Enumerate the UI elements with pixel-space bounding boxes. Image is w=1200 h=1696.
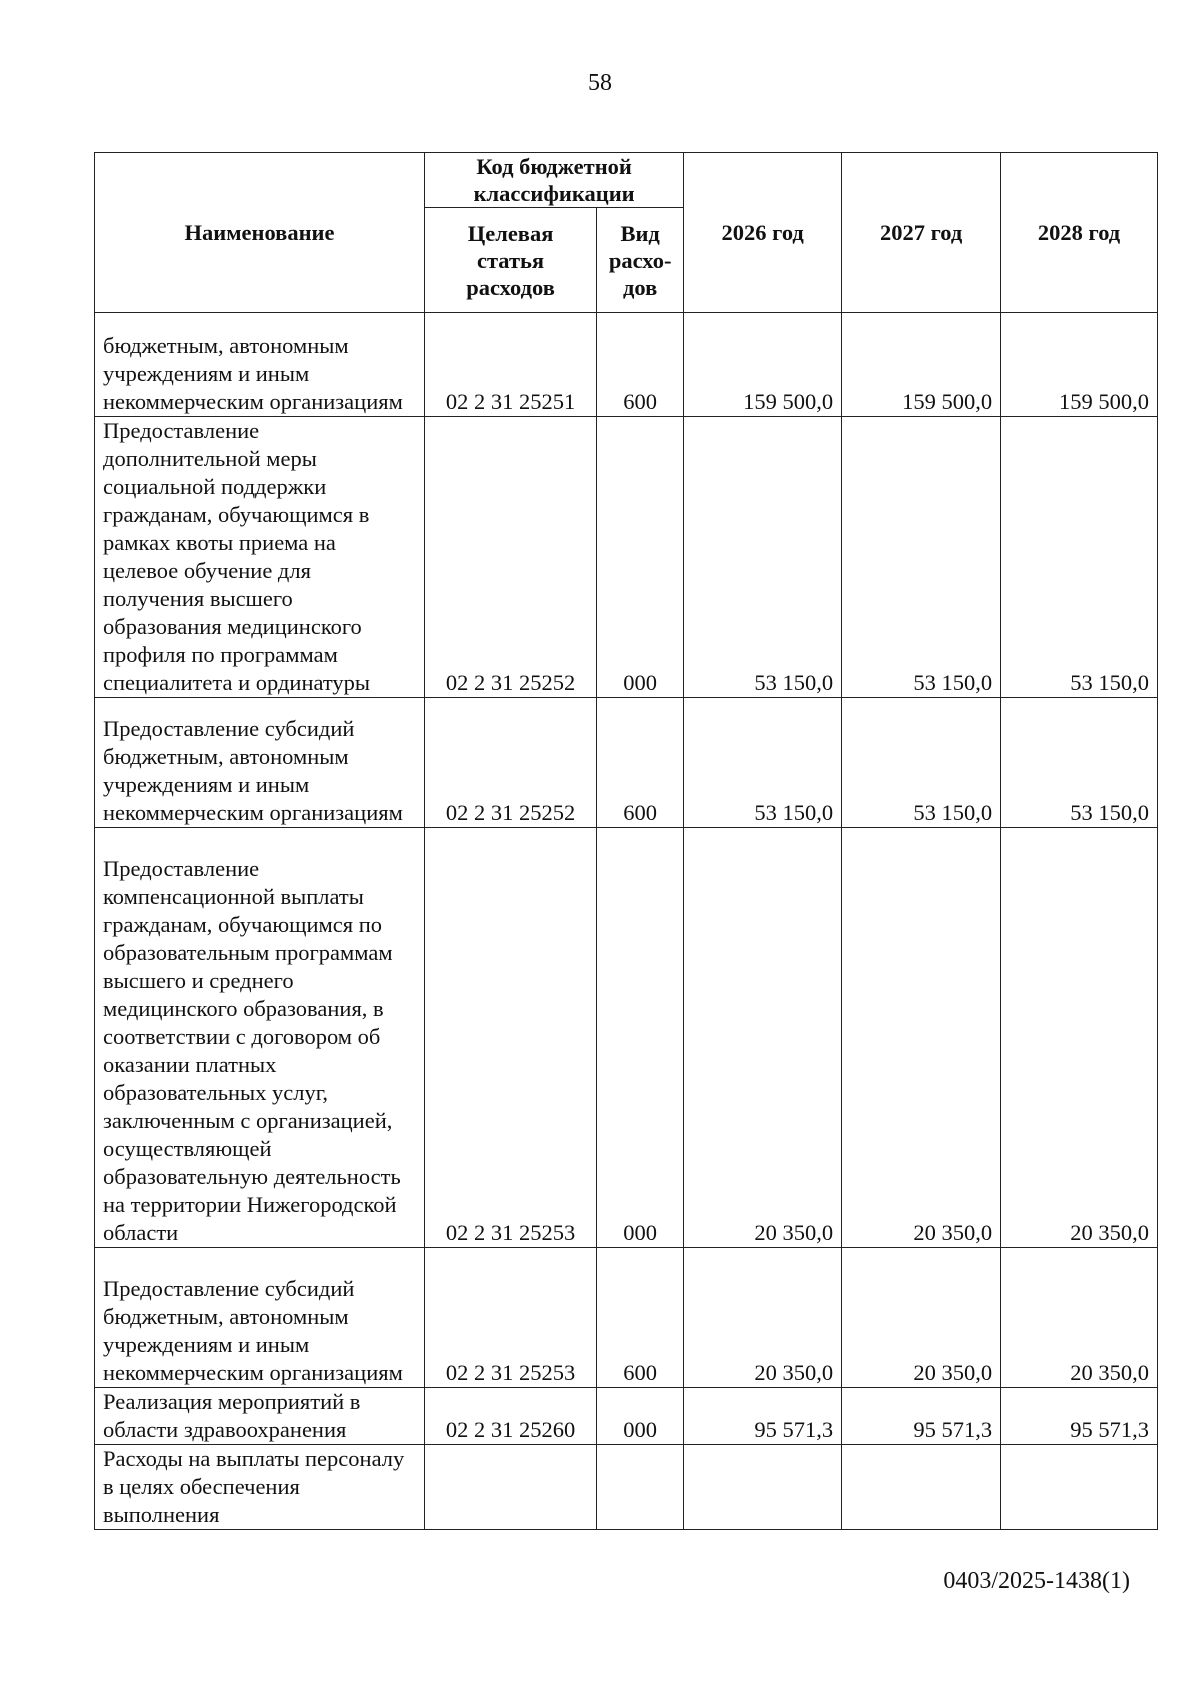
row-value-2026: 53 150,0 — [684, 698, 842, 828]
row-value-2027: 53 150,0 — [842, 698, 1001, 828]
row-value-2026 — [684, 1445, 842, 1530]
row-code — [425, 1445, 597, 1530]
row-value-2027: 159 500,0 — [842, 313, 1001, 417]
row-name: бюджетным, автономным учреждениям и иным некоммерческим организациям — [95, 313, 425, 417]
row-code: 02 2 31 25253 — [425, 1248, 597, 1388]
row-code: 02 2 31 25252 — [425, 698, 597, 828]
row-value-2027: 53 150,0 — [842, 417, 1001, 698]
row-name: Предоставление субсидий бюджетным, автономным учреждениям и иным некоммерческим организациям — [95, 698, 425, 828]
row-name: Расходы на выплаты персоналу в целях обеспечения выполнения — [95, 1445, 425, 1530]
row-value-2028: 53 150,0 — [1001, 698, 1158, 828]
row-kind: 600 — [597, 698, 684, 828]
row-code: 02 2 31 25251 — [425, 313, 597, 417]
header-code-group: Код бюджетной классификации — [425, 153, 684, 208]
row-code: 02 2 31 25260 — [425, 1388, 597, 1445]
row-name: Предоставление субсидий бюджетным, автономным учреждениям и иным некоммерческим организациям — [95, 1248, 425, 1388]
row-value-2027: 20 350,0 — [842, 828, 1001, 1248]
row-value-2027: 20 350,0 — [842, 1248, 1001, 1388]
header-expense-type: Вид расхо-дов — [597, 208, 684, 313]
row-value-2026: 20 350,0 — [684, 1248, 842, 1388]
row-name: Реализация мероприятий в области здравоохранения — [95, 1388, 425, 1445]
header-year-2028: 2028 год — [1001, 153, 1158, 313]
row-value-2026: 20 350,0 — [684, 828, 842, 1248]
table-row — [95, 698, 1158, 828]
row-kind: 000 — [597, 417, 684, 698]
row-value-2028: 95 571,3 — [1001, 1388, 1158, 1445]
row-value-2027: 95 571,3 — [842, 1388, 1001, 1445]
header-year-2026: 2026 год — [684, 153, 842, 313]
row-value-2028 — [1001, 1445, 1158, 1530]
table-row — [95, 1445, 1158, 1530]
row-kind — [597, 1445, 684, 1530]
row-value-2028: 20 350,0 — [1001, 1248, 1158, 1388]
row-code: 02 2 31 25253 — [425, 828, 597, 1248]
row-name: Предоставление дополнительной меры социальной поддержки гражданам, обучающимся в рамках квоты приема на целевое обучение для получения высшего образования медицинского профиля по программам специалитета и ординатуры — [95, 417, 425, 698]
row-value-2026: 95 571,3 — [684, 1388, 842, 1445]
table-row — [95, 828, 1158, 1248]
document-id: 0403/2025-1438(1) — [943, 1568, 1130, 1594]
header-target-article: Целевая статья расходов — [425, 208, 597, 313]
row-kind: 600 — [597, 313, 684, 417]
row-value-2028: 53 150,0 — [1001, 417, 1158, 698]
table-row — [95, 1248, 1158, 1388]
table-row — [95, 417, 1158, 698]
page-number: 58 — [588, 70, 612, 96]
row-name: Предоставление компенсационной выплаты гражданам, обучающимся по образовательным программам высшего и среднего медицинского образования, в соответствии с договором об оказании платных образовательных услуг, заключенным с организацией, осуществляющей образовательную деятельность на территории Нижегородской области — [95, 828, 425, 1248]
header-year-2027: 2027 год — [842, 153, 1001, 313]
row-kind: 600 — [597, 1248, 684, 1388]
table-row — [95, 1388, 1158, 1445]
header-name: Наименование — [95, 153, 425, 313]
row-value-2028: 20 350,0 — [1001, 828, 1158, 1248]
row-value-2026: 53 150,0 — [684, 417, 842, 698]
table-row — [95, 313, 1158, 417]
row-value-2026: 159 500,0 — [684, 313, 842, 417]
row-value-2027 — [842, 1445, 1001, 1530]
budget-table — [94, 152, 1158, 1530]
row-value-2028: 159 500,0 — [1001, 313, 1158, 417]
row-kind: 000 — [597, 1388, 684, 1445]
row-kind: 000 — [597, 828, 684, 1248]
row-code: 02 2 31 25252 — [425, 417, 597, 698]
